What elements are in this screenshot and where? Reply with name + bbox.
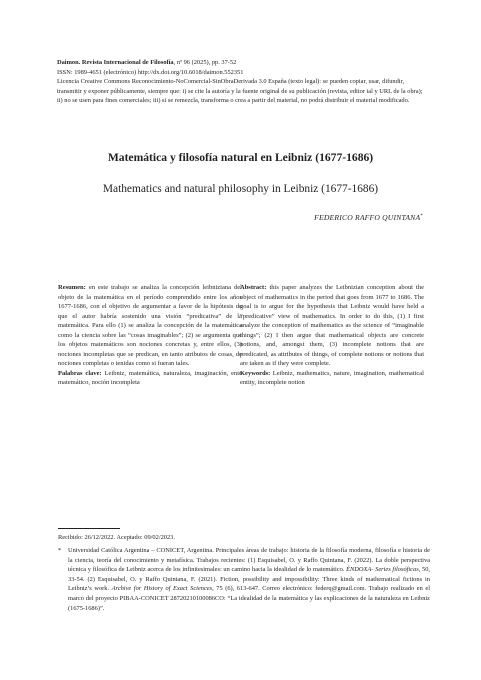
article-subtitle: Mathematics and natural philosophy in Leibniz (1677-1686) bbox=[102, 183, 379, 195]
footnote-body bbox=[68, 546, 430, 613]
footnote-mark: * bbox=[58, 547, 62, 554]
author-footnote bbox=[58, 546, 430, 613]
article-title: Matemática y filosofía natural en Leibniz (1677-1686) bbox=[107, 151, 374, 164]
journal-header bbox=[57, 58, 429, 106]
footnote-text-1: Universidad Católica Argentina – CONICET, Argentina. Principales áreas de trabajo: historia de la filosofía moderna, filosofía e historia de la ciencia, teoría del conocimiento y metafísica. Trabajos recientes: (1) Esquisabel, O. y Raffo Quintana, F. (2022). La doble perspectiva técnica y filosófica de Leibniz acerca de los infinitesimales: un camino hacia la idealidad de lo matemático. bbox=[68, 547, 430, 574]
keywords-paragraph bbox=[240, 369, 424, 388]
footnote-journal-1: ÉNDOXA- Series filosóficas bbox=[346, 566, 419, 574]
author-name: FEDERICO RAFFO QUINTANA bbox=[314, 213, 421, 222]
abstract-spanish bbox=[58, 283, 242, 388]
journal-issue: , nº 96 (2025), pp. 37-52 bbox=[173, 59, 237, 66]
author-footnote-mark: * bbox=[420, 214, 423, 219]
author-byline bbox=[314, 213, 423, 222]
palabras-clave-label: Palabras clave: bbox=[58, 369, 102, 377]
resumen-text: en este trabajo se analiza la concepción leibniziana del objeto de la matemática en el período comprendido entre los años 1677-1686, con el objetivo de argumentar a favor de la hipótesis de que el autor habría sostenido una visión “predicativa” de la matemática. Para ello (1) se analiza la concepción de la matemática como la ciencia sobre las “cosas imaginables”; (2) se argumenta que los objetos matemáticos son nociones concretas y, entre ellos, (3) nociones incompletas que se predican, en tanto atributos de cosas, de nociones completas o tenidas como si fueran tales. bbox=[58, 284, 242, 368]
journal-name: Daimon. Revista Internacional de Filosofía bbox=[57, 59, 174, 66]
abstract-text: this paper analyzes the Leibnizian conception about the object of mathematics in the period that goes from 1677 to 1686. The goal is to argue for the hypothesis that Leibniz would have held a “predicative” view of mathematics. In order to do this, (1) I first analyze the conception of mathematics as the science of “imaginable things”; (2) I then argue that mathematical objects are concrete notions, and, amongst them, (3) incomplete notions that are predicated, as attributes of things, of complete notions or notions that are taken as if they were complete. bbox=[240, 284, 424, 368]
palabras-clave-paragraph bbox=[58, 369, 242, 388]
footnote-text-3: , 75 (6), 613-647. Correo electrónico: federq@gmail.com. Trabajo realizado en el marco del proyecto PIBAA-CONICET 28720210100086CO: “La idealidad de la matemática y las explicaciones de la naturaleza en Leibniz (1675-1686)”. bbox=[68, 585, 430, 612]
resumen-paragraph bbox=[58, 283, 242, 369]
issn-doi-line: ISSN: 1989-4651 (electrónico) http://dx.doi.org/10.6018/daimon.552351 bbox=[57, 68, 244, 76]
resumen-label: Resumen: bbox=[58, 284, 86, 291]
abstract-label: Abstract: bbox=[240, 284, 267, 291]
keywords-label: Keywords: bbox=[240, 369, 271, 377]
abstract-paragraph bbox=[240, 283, 424, 369]
abstract-english bbox=[240, 283, 424, 388]
footnote-journal-2: Archive for History of Exact Sciences bbox=[111, 585, 213, 593]
keywords-text: Leibniz, mathematics, nature, imagination, mathematical entity, incomplete notion bbox=[240, 369, 424, 387]
footnote-separator bbox=[58, 528, 120, 529]
palabras-clave-text: Leibniz, matemática, naturaleza, imaginación, ente matemático, noción incompleta bbox=[58, 369, 242, 387]
license-notice: Licencia Creative Commons Reconocimiento-NoComercial-SinObraDerivada 3.0 España (texto legal): se pueden copiar, usar, difundir, transmitir y exponer públicamente, siempre que: i) se cite la autoría y la fuente original de su publicación (revista, editor ial y URL de la obra); ii) no se usen para fines comerciales; iii) si se remezcla, transforma o crea a partir del material, no podrá distribuir el material modificado. bbox=[57, 78, 423, 105]
received-accepted-dates: Recibido: 26/12/2022. Aceptado: 09/02/2023. bbox=[58, 534, 175, 541]
journal-citation bbox=[57, 58, 429, 68]
footnote-text-2: , 50, 33-54. (2) Esquisabel, O. y Raffo Quintana, F. (2021). Fiction, possibility and impossibility: Three kinds of mathematical fictions in Leibniz’s work. bbox=[68, 566, 430, 593]
